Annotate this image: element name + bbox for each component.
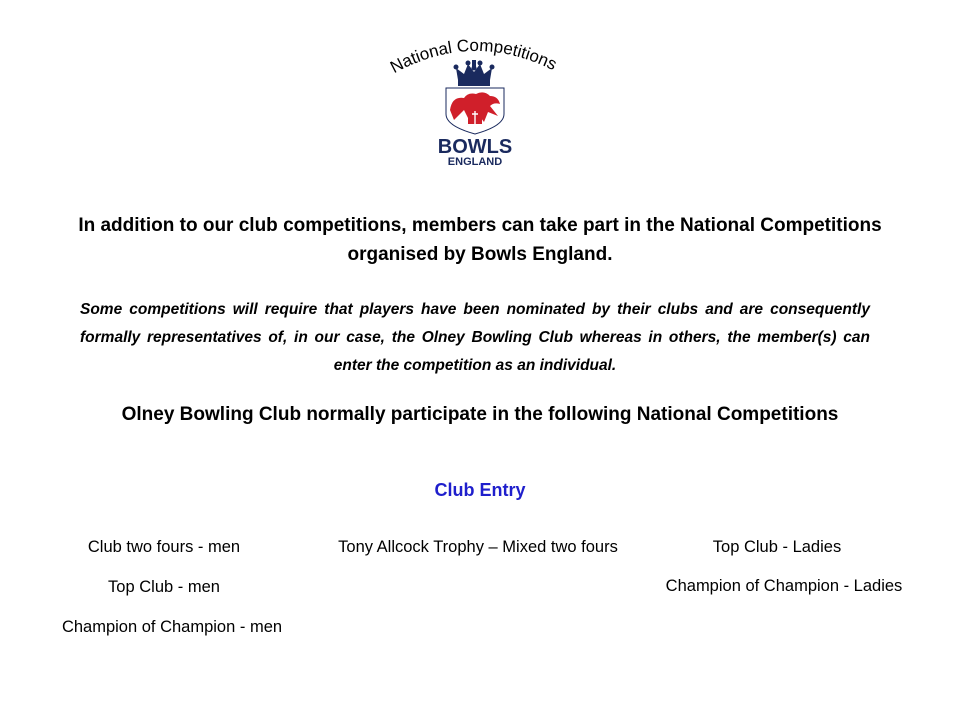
- logo-graphic: [360, 26, 590, 176]
- club-entry-heading: Club Entry: [434, 480, 526, 500]
- participation-heading: Olney Bowling Club normally participate in the following National Competitions: [121, 404, 839, 425]
- crown-icon: [454, 60, 495, 86]
- bowls-england-logo: [360, 26, 590, 176]
- competition-top-club-men: Top Club - men: [108, 578, 220, 596]
- logo-bowls-text: BOWLS: [437, 136, 513, 158]
- logo-england-text: ENGLAND: [447, 156, 503, 168]
- competition-club-two-fours-men: Club two fours - men: [87, 538, 241, 556]
- competition-champion-of-champion-men: Champion of Champion - men: [61, 618, 283, 636]
- lion-shield-icon: [446, 88, 504, 134]
- intro-text: In addition to our club competitions, members can take part in the National Competitions organised by Bowls England.: [78, 215, 882, 265]
- competition-champion-of-champion-ladies: Champion of Champion - Ladies: [665, 577, 903, 595]
- arc-title: National Competitions: [387, 35, 560, 77]
- competition-tony-allcock-trophy: Tony Allcock Trophy – Mixed two fours: [338, 538, 618, 556]
- competition-top-club-ladies: Top Club - Ladies: [712, 538, 842, 556]
- nomination-note: Some competitions will require that players have been nominated by their clubs and are consequently formally representatives of, in our case, the Olney Bowling Club whereas in others, the member(s) can enter the competition as an individual.: [80, 301, 870, 374]
